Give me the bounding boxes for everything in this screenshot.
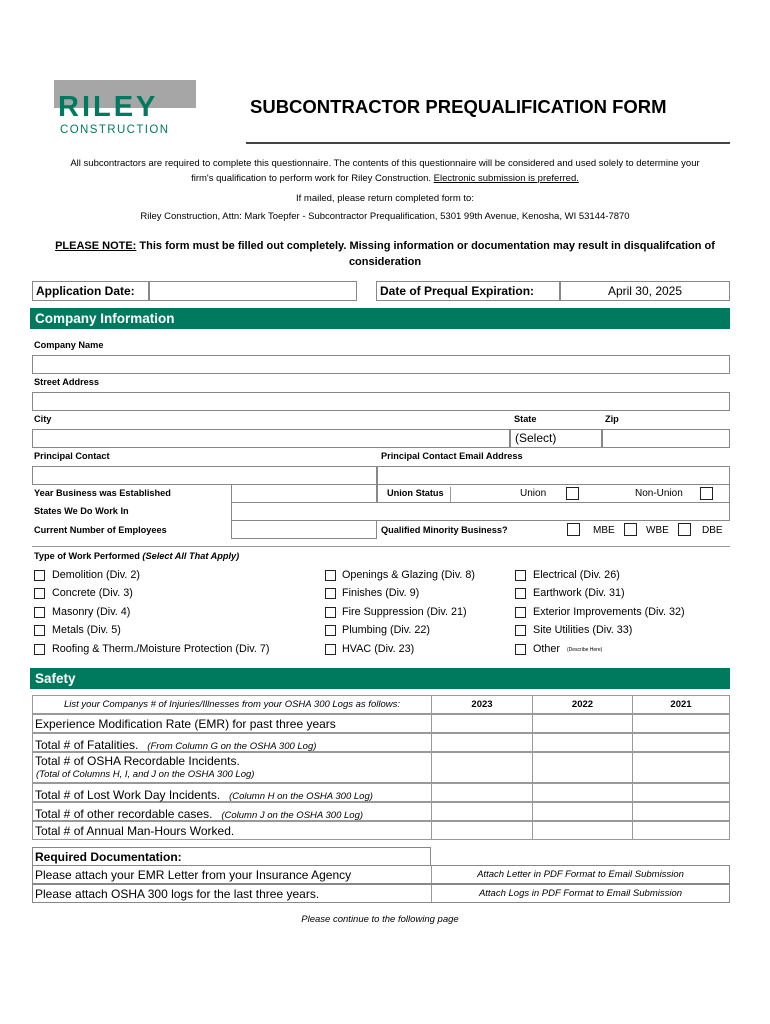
- dbe-label: DBE: [702, 525, 723, 536]
- fatalities-note: (From Column G on the OSHA 300 Log): [147, 741, 317, 752]
- man-hours-label: Total # of Annual Man-Hours Worked.: [35, 824, 235, 838]
- lost-days-row: [32, 783, 730, 802]
- emr-letter-label: Please attach your EMR Letter from your Insurance Agency: [35, 868, 352, 882]
- mailing-address: Riley Construction, Attn: Mark Toepfer - Subcontractor Prequalification, 5301 99th Avenue, Kenosha, WI 53144-7870: [140, 211, 630, 222]
- recordable-2021-input[interactable]: [632, 753, 729, 782]
- work-option-label: Exterior Improvements (Div. 32): [533, 606, 685, 618]
- please-note: [30, 238, 740, 254]
- recordable-2022-input[interactable]: [532, 753, 632, 782]
- documentation-header: Required Documentation:: [35, 850, 182, 864]
- work-option-label: Earthwork (Div. 31): [533, 587, 625, 599]
- work-type-header-text: Type of Work Performed: [34, 551, 143, 561]
- non-union-option-label: Non-Union: [635, 488, 683, 499]
- recordable-label: Total # of OSHA Recordable Incidents.: [35, 754, 240, 768]
- work-option-label: Other: [533, 643, 561, 655]
- masonry-checkbox[interactable]: [34, 607, 45, 618]
- fatalities-row: [32, 733, 730, 752]
- principal-email-input[interactable]: [377, 466, 730, 485]
- work-option-label: Metals (Div. 5): [52, 624, 121, 636]
- please-note-text: This form must be filled out completely. Missing information or documentation may result in disqualifcation of: [136, 240, 715, 252]
- street-address-input[interactable]: [32, 392, 730, 411]
- please-note-label: PLEASE NOTE:: [55, 240, 137, 252]
- intro-qualification-text: firm's qualification to perform work for Riley Construction.: [191, 173, 434, 184]
- recordable-2023-input[interactable]: [431, 753, 532, 782]
- metals-checkbox[interactable]: [34, 625, 45, 636]
- other-cases-note: (Column J on the OSHA 300 Log): [221, 810, 364, 821]
- logo-wordmark: RILEY: [58, 91, 159, 123]
- work-option-label: Roofing & Therm./Moisture Protection (Div. 7): [52, 643, 270, 655]
- roofing-checkbox[interactable]: [34, 644, 45, 655]
- documentation-header-cell: [32, 847, 431, 866]
- fatalities-label: Total # of Fatalities.: [35, 738, 139, 752]
- work-option-label: Fire Suppression (Div. 21): [342, 606, 467, 618]
- states-work-input[interactable]: [231, 502, 730, 521]
- work-option-label: Site Utilities (Div. 33): [533, 624, 633, 636]
- man-hours-2023-input[interactable]: [431, 822, 532, 839]
- lost-days-2023-input[interactable]: [431, 784, 532, 801]
- year-2021-header: 2021: [632, 696, 729, 713]
- principal-contact-label: Principal Contact: [34, 451, 110, 461]
- electronic-submission-note: Electronic submission is preferred.: [433, 173, 579, 184]
- mail-instruction: If mailed, please return completed form to:: [296, 193, 474, 204]
- work-option-label: Electrical (Div. 26): [533, 569, 620, 581]
- fire-suppression-checkbox[interactable]: [325, 607, 336, 618]
- concrete-checkbox[interactable]: [34, 588, 45, 599]
- union-status-label: Union Status: [387, 488, 444, 498]
- other-cases-label: Total # of other recordable cases.: [35, 807, 213, 821]
- lost-days-note: (Column H on the OSHA 300 Log): [229, 791, 373, 802]
- emr-2021-input[interactable]: [632, 715, 729, 732]
- principal-email-label: Principal Contact Email Address: [381, 451, 523, 461]
- street-address-label: Street Address: [34, 377, 100, 387]
- emr-letter-attach[interactable]: Attach Letter in PDF Format to Email Submission: [477, 869, 684, 880]
- recordable-note: (Total of Columns H, I, and J on the OSHA 300 Log): [36, 769, 255, 780]
- exterior-improvements-checkbox[interactable]: [515, 607, 526, 618]
- lost-days-2021-input[interactable]: [632, 784, 729, 801]
- demolition-checkbox[interactable]: [34, 570, 45, 581]
- company-name-label: Company Name: [34, 340, 104, 350]
- other-checkbox[interactable]: [515, 644, 526, 655]
- work-option-label: Plumbing (Div. 22): [342, 624, 431, 636]
- other-cases-2023-input[interactable]: [431, 803, 532, 820]
- page-title: SUBCONTRACTOR PREQUALIFICATION FORM: [250, 96, 667, 117]
- application-date-label-cell: [32, 281, 149, 301]
- work-option-label: Concrete (Div. 3): [52, 587, 133, 599]
- work-type-header-hint: (Select All That Apply): [142, 551, 240, 561]
- zip-input[interactable]: [602, 429, 730, 448]
- osha-logs-row: [32, 884, 730, 903]
- emr-row: [32, 714, 730, 733]
- wbe-checkbox[interactable]: [624, 523, 637, 536]
- year-2022-header: 2022: [532, 696, 632, 713]
- safety-instruction: List your Companys # of Injuries/Illnesses from your OSHA 300 Logs as follows:: [64, 699, 400, 710]
- osha-logs-attach[interactable]: Attach Logs in PDF Format to Email Submission: [478, 888, 683, 899]
- city-label: City: [34, 414, 52, 424]
- recordable-row: [32, 752, 730, 783]
- safety-header: Safety: [30, 668, 730, 689]
- safety-years-row: [32, 695, 730, 714]
- fatalities-2023-input[interactable]: [431, 734, 532, 751]
- electrical-checkbox[interactable]: [515, 570, 526, 581]
- union-checkbox[interactable]: [566, 487, 579, 500]
- other-cases-2021-input[interactable]: [632, 803, 729, 820]
- expiration-date-value: April 30, 2025: [560, 281, 730, 301]
- other-cases-row: [32, 802, 730, 821]
- minority-business-label: Qualified Minority Business?: [381, 525, 508, 535]
- divider: [450, 487, 451, 502]
- please-note-line-2: consideration: [348, 256, 422, 268]
- expiration-label-cell: [376, 281, 560, 301]
- finishes-checkbox[interactable]: [325, 588, 336, 599]
- earthwork-checkbox[interactable]: [515, 588, 526, 599]
- year-established-input[interactable]: [231, 484, 377, 503]
- company-information-header: Company Information: [30, 308, 730, 329]
- work-option-label: HVAC (Div. 23): [342, 643, 415, 655]
- work-option-label: Openings & Glazing (Div. 8): [342, 569, 476, 581]
- site-utilities-checkbox[interactable]: [515, 625, 526, 636]
- plumbing-checkbox[interactable]: [325, 625, 336, 636]
- emr-letter-row: [32, 865, 730, 884]
- other-describe-input[interactable]: (Describe Here): [567, 647, 603, 653]
- employees-label: Current Number of Employees: [34, 525, 167, 535]
- union-option-label: Union: [520, 488, 547, 499]
- principal-contact-input[interactable]: [32, 466, 377, 485]
- man-hours-2022-input[interactable]: [532, 822, 632, 839]
- zip-label: Zip: [605, 414, 619, 424]
- intro-line-1: All subcontractors are required to complete this questionnaire. The contents of this questionnaire will be considered and used solely to determine your: [70, 158, 700, 169]
- intro-line-2: [30, 171, 740, 186]
- emr-2023-input[interactable]: [431, 715, 532, 732]
- openings-glazing-checkbox[interactable]: [325, 570, 336, 581]
- lost-days-label: Total # of Lost Work Day Incidents.: [35, 788, 221, 802]
- states-work-label: States We Do Work In: [34, 506, 129, 516]
- employees-input[interactable]: [231, 520, 377, 539]
- non-union-checkbox[interactable]: [700, 487, 713, 500]
- hvac-checkbox[interactable]: [325, 644, 336, 655]
- fatalities-2021-input[interactable]: [632, 734, 729, 751]
- fatalities-2022-input[interactable]: [532, 734, 632, 751]
- title-divider: [246, 142, 730, 144]
- dbe-checkbox[interactable]: [678, 523, 691, 536]
- divider: [32, 546, 730, 547]
- expiration-date-label: Date of Prequal Expiration:: [380, 284, 535, 298]
- city-input[interactable]: [32, 429, 510, 448]
- continue-note: Please continue to the following page: [301, 914, 459, 925]
- man-hours-2021-input[interactable]: [632, 822, 729, 839]
- work-option-label: Masonry (Div. 4): [52, 606, 131, 618]
- work-option-label: Demolition (Div. 2): [52, 569, 140, 581]
- union-status-row: [377, 484, 730, 503]
- wbe-label: WBE: [646, 525, 669, 536]
- company-name-input[interactable]: [32, 355, 730, 374]
- application-date-label: Application Date:: [36, 284, 135, 298]
- osha-logs-label: Please attach OSHA 300 logs for the last three years.: [35, 887, 320, 901]
- state-select[interactable]: (Select): [510, 429, 602, 448]
- work-type-header: [34, 551, 239, 561]
- application-date-input[interactable]: [149, 281, 357, 301]
- emr-label: Experience Modification Rate (EMR) for past three years: [35, 717, 336, 731]
- year-established-label: Year Business was Established: [34, 488, 171, 498]
- year-2023-header: 2023: [431, 696, 532, 713]
- other-cases-2022-input[interactable]: [532, 803, 632, 820]
- emr-2022-input[interactable]: [532, 715, 632, 732]
- logo-subtitle: CONSTRUCTION: [60, 124, 170, 136]
- work-option-label: Finishes (Div. 9): [342, 587, 420, 599]
- state-label: State: [514, 414, 537, 424]
- man-hours-row: [32, 821, 730, 840]
- mbe-checkbox[interactable]: [567, 523, 580, 536]
- lost-days-2022-input[interactable]: [532, 784, 632, 801]
- mbe-label: MBE: [593, 525, 615, 536]
